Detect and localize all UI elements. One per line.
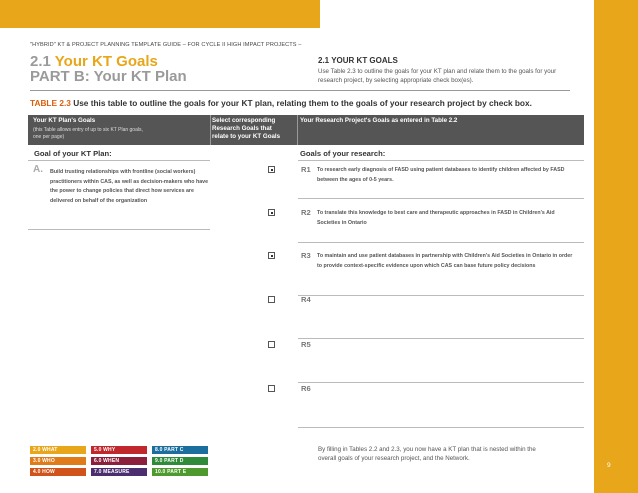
research-goal-checkbox[interactable]	[268, 252, 275, 259]
table-title-text: Use this table to outline the goals for your KT plan, relating them to the goals of your research project by check box.	[73, 98, 532, 108]
guide-title: "HYBRID" KT & PROJECT PLANNING TEMPLATE GUIDE – FOR CYCLE II HIGH IMPACT PROJECTS –	[30, 42, 302, 48]
col1-sub-line2: one per page)	[33, 134, 65, 140]
research-goal-divider	[298, 295, 584, 296]
research-goal-id: R2	[301, 208, 311, 217]
legend-item[interactable]: 3.0 WHO	[30, 457, 86, 465]
page-number: 9	[607, 462, 611, 469]
right-body: Use Table 2.3 to outline the goals for your KT plan and relate them to the goals for your research project, by selecting appropriate check box(es).	[318, 68, 557, 84]
col1-sub-line1: (this Table allows entry of up to six KT Plan goals,	[33, 127, 143, 133]
divider	[30, 90, 570, 91]
research-goal-checkbox[interactable]	[268, 166, 275, 173]
research-goal-divider	[298, 427, 584, 428]
col2-header-line1: Select corresponding	[212, 117, 276, 124]
research-goal-id: R5	[301, 340, 311, 349]
research-goal-id: R1	[301, 165, 311, 174]
legend-item[interactable]: 10.0 PART E	[152, 468, 208, 476]
kt-goal-text[interactable]: Build trusting relationships with frontline (social workers) practitioners within CAS, as well as decision-makers who have the power to change policies that direct how services are delivered on behalf of the organization	[50, 169, 209, 204]
research-goal-checkbox[interactable]	[268, 296, 275, 303]
kt-goal-letter: A.	[33, 164, 43, 175]
legend-item[interactable]: 5.0 WHY	[91, 446, 147, 454]
research-goal-divider	[298, 338, 584, 339]
research-goal-id: R3	[301, 251, 311, 260]
col3-header: Your Research Project's Goals as entered in Table 2.2	[300, 117, 458, 124]
page-top-extension	[320, 0, 594, 28]
research-goal-label: Goals of your research:	[300, 149, 386, 158]
col2-header-line2: Research Goals that	[212, 125, 272, 132]
col2-header	[212, 117, 280, 141]
right-heading: 2.1 YOUR KT GOALS	[318, 56, 398, 65]
col1-subheader	[33, 127, 143, 141]
footer-note: By filling in Tables 2.2 and 2.3, you now have a KT plan that is nested within the overall goals of your research project, and the Network.	[318, 446, 536, 462]
legend-item[interactable]: 4.0 HOW	[30, 468, 86, 476]
research-goal-text[interactable]: To maintain and use patient databases in partnership with Children's Aid Societies in Ontario in order to provide context-specific evidence upon which CAS can base future policy decisions	[317, 253, 573, 269]
research-goal-checkbox[interactable]	[268, 209, 275, 216]
research-goal-checkbox[interactable]	[268, 385, 275, 392]
research-goal-checkbox[interactable]	[268, 341, 275, 348]
research-goal-divider	[298, 242, 584, 243]
col-separator	[210, 115, 211, 145]
section-number: 2.1	[30, 53, 51, 70]
research-goal-divider	[298, 198, 584, 199]
research-goal-text[interactable]: To translate this knowledge to best care and therapeutic approaches in FASD in Children's Aid Societies in Ontario	[317, 210, 555, 226]
legend-item[interactable]: 7.0 MEASURE	[91, 468, 147, 476]
top-band	[0, 0, 320, 28]
part-title: PART B: Your KT Plan	[30, 68, 187, 85]
col-separator	[297, 115, 298, 145]
kt-goal-label: Goal of your KT Plan:	[34, 149, 112, 158]
legend-item[interactable]: 9.0 PART D	[152, 457, 208, 465]
table-label: TABLE 2.3	[30, 98, 71, 108]
research-goal-text[interactable]: To research early diagnosis of FASD using patient databases to identify children affected by FASD between the ages of 0-5 years.	[317, 167, 565, 183]
research-goal-divider	[298, 382, 584, 383]
table-title	[30, 98, 532, 108]
section-legend	[30, 446, 208, 476]
research-goal-subheader	[298, 146, 584, 161]
kt-goal-underline	[28, 229, 210, 230]
kt-goal-subheader	[28, 146, 210, 161]
legend-item[interactable]: 6.0 WHEN	[91, 457, 147, 465]
col1-header: Your KT Plan's Goals	[33, 117, 96, 124]
section-title-text: Your KT Goals	[54, 53, 158, 70]
col2-header-line3: relate to your KT Goals	[212, 133, 281, 140]
research-goal-id: R4	[301, 295, 311, 304]
legend-item[interactable]: 2.0 WHAT	[30, 446, 86, 454]
research-goal-id: R6	[301, 384, 311, 393]
legend-item[interactable]: 8.0 PART C	[152, 446, 208, 454]
